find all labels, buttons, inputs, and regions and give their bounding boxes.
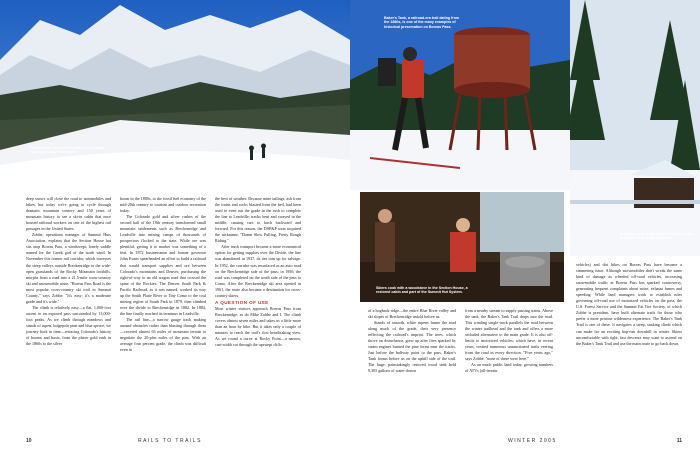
right-column-2 bbox=[465, 308, 553, 375]
paragraph: After truck transport became a more economical option for getting supplies over the Divide, the line was abandoned in 1937, its ties torn up for salvage. In 1952, the corridor was resurfaced as an auto road on the Breckenridge side of the pass; in 1956, the road was completed on the south side of the pass to Como. After the Breckenridge ski area opened in 1961, the route also became a destination for cross-country skiers. bbox=[215, 244, 301, 298]
paragraph: As on much public land today, growing numbers of ATVs (all-terrain bbox=[465, 362, 553, 374]
left-column-2 bbox=[120, 196, 206, 353]
left-column-3 bbox=[215, 196, 301, 348]
bakers-tank-caption: Baker's Tank, a railroad-era trail dating from the 1880s, is one of the many examples of historical preservation on Boreas Pass. bbox=[384, 16, 460, 29]
cabin-caption: A spring snow dusts Robert's Cabin at the Keystone Tree of Boreas Pass. bbox=[620, 232, 693, 241]
section-house-photo bbox=[360, 192, 564, 302]
paragraph: vehicles) and dirt bikes on Boreas Pass have become a simmering issue. Although snowmobiles don't wreak the same kind of damage as wheeled off-road vehicles, increasing snowmobile traffic at Boreas Pass has sparked controversy, generating frequent complaints about noise, exhaust fumes and speeding. While land managers work to establish rules governing off-road use of motorized vehicles on the pass, the U.S. Forest Service and the Summit Fat Tire Society, of which Zobbe is president, have built alternate trails for those who prefer a more pristine wilderness experience. The Baker's Tank Trail is one of these. It navigates a steep, snaking climb which can make for an exciting hop-run downhill in winter. Skiers uncomfortable with tight, fast descents may want to ascend on the Baker's Tank Trail and use the main route to go back down. bbox=[576, 262, 682, 346]
left-footer bbox=[26, 438, 301, 444]
paragraph: Zobbe, operations manager of Summit Huts Association, explains that the Section House hut sits atop Boreas Pass, a windswept, lonely saddle named for the Greek god of the north wind. In November this former rail corridor, which traverses the steep valleys outside Breckenridge to the wide-open grasslands of the Rocky Mountain foothills, morphs from a road into a 21.5-mile cross-country ski and snowmobile route. "Boreas Pass Road is the most popular cross-country ski trail in Summit County," says Zobbe. "It's easy; it's a moderate grade and it's wide." bbox=[26, 232, 112, 304]
section-house-caption: Skiers cook with a woodstove in the Section House, a restored cabin and part of the Summit Hut System. bbox=[376, 286, 468, 295]
mountain-panorama-photo bbox=[0, 0, 350, 190]
right-column-3 bbox=[576, 262, 682, 347]
paragraph: The climb is relatively easy—a flat, 1,000-foot ascent to an exposed pass surrounded by 13,000-foot peaks. As we climb through meadows and stands of aspen, lodgepole pine and blue spruce, we journey back in time—retracing Colorado's history of booms and busts, from the placer gold rush in the 1860s to the silver bbox=[26, 304, 111, 347]
paragraph: Most winter visitors approach Boreas Pass from Breckenridge, as do Mike Zobbe and I. The climb covers almost seven miles and takes us a little more than an hour by bike. But it takes only a couple of minutes to reach the trail's first breathtaking view. As we round a curve at Rocky Point—a narrow, cart-width cut through the upswept cliffs bbox=[215, 305, 301, 348]
right-page-number: 11 bbox=[676, 438, 682, 444]
paragraph: of a hogback ridge—the entire Blue River valley and ski slopes of Breckenridge unfold before us. bbox=[368, 308, 456, 320]
paragraph: deep snows will close the road to automobiles and bikes, but today we're going to cycle through dramatic mountain scenery and 150 years of mountain history to see a ski-in cabin that once housed railroad workers on one of the highest rail passages in the United States. bbox=[26, 196, 111, 232]
right-column-1 bbox=[368, 308, 456, 375]
right-running-issue: WINTER 2005 bbox=[508, 438, 557, 444]
paragraph: boom in the 1880s, to the fossil fuel economy of the mid-20th century to tourism and outdoor recreation today. bbox=[120, 196, 206, 214]
left-page-number: 10 bbox=[26, 438, 32, 444]
paragraph: The rail line—a narrow gauge track making around obstacles rather than blasting through them—covered almost 63 miles of mountain terrain to negotiate the 20-plus miles of the pass. With an average four percent grade, the climb was difficult even in bbox=[120, 316, 206, 353]
paragraph: Stands of smooth, white aspens frame the road along much of the grade, their very presence reflecting the railroad's imprint. The trees, which thrive on disturbance, grew up after fires sparked by steam engines burned the pine forest near the tracks. Just before the halfway point to the pass, Baker's Tank looms before us on the uphill side of the trail. The huge, painstakingly restored wood tank held 9,305 gallons of water drawn bbox=[368, 320, 456, 374]
left-running-title: RAILS TO TRAILS bbox=[138, 438, 202, 444]
cabin-photo bbox=[570, 0, 700, 256]
paragraph: the best of weather. Because mine tailings, ash from the trains and rocks blasted from the bed, had been used to even out the grade in the rush to complete the line to Leadville, tracks bent and swayed in the middle, causing cars to lurch backward and forward. For this reason, the DSP&P soon acquired the nickname, "Damn Slow Pulling, Pretty Rough Riding." bbox=[215, 196, 301, 244]
paragraph: The Colorado gold and silver rushes of the second half of the 19th century transformed small mountain settlements such as Breckenridge and Leadville into mining camps of thousands of prospectors flocked to the state. While ore was plentiful, getting it to market was something of a feat. In 1872 businessman and former governor John Evans spearheaded an effort to build a railroad that would transport supplies and ore between Colorado's mountains and Denver, purchasing the right-of-way to an old wagon road that crossed the spine of the Rockies. The Denver South Park & Pacific Railroad, as it was named, worked its way up the South Platte River to Tiny Como to the coal mining region of South Park in 1879, then climbed over the divide to Breckenridge in 1882. In 1884, the line finally reached its terminus in Leadville. bbox=[120, 214, 206, 316]
snowshoers-caption: Snowshoers descend Boreas Pass amid the towering Rocky Mountains. bbox=[30, 146, 106, 155]
section-heading: A QUESTION OF USE bbox=[215, 299, 269, 305]
paragraph: from a nearby stream to supply passing trains. Above the tank, the Baker's Tank Trail drops into the road. This winding single-track parallels the road between the winter trailhead and the tank and offers a more secluded alternative to the main grade. It is also off-limits to motorized vehicles, which have, in recent years, created numerous unsanctioned trails veering from the road in every direction. "Five years ago," says Zobbe, "none of these were here." bbox=[465, 308, 553, 362]
left-column-1 bbox=[26, 196, 111, 347]
bakers-tank-photo bbox=[350, 0, 570, 190]
